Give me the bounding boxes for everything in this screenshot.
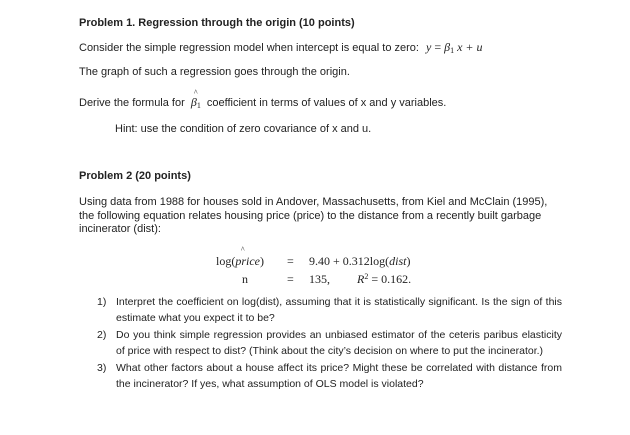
eq-price: price: [235, 254, 260, 268]
eq-price-hat: [235, 245, 260, 268]
derive-beta-hat: [190, 88, 201, 110]
equation-rhs: [309, 254, 410, 268]
model-equals: =: [434, 40, 442, 54]
derive-hat-mark: ^: [193, 88, 198, 97]
eq-dist: dist: [389, 254, 407, 268]
eq-close-paren: ): [260, 254, 264, 268]
equation-n-label: n: [242, 272, 248, 286]
problem1-hint: Hint: use the condition of zero covariance of x and u.: [115, 123, 372, 135]
equation-equals-1: =: [287, 254, 294, 268]
question-item-2: [97, 328, 562, 359]
question-number: 2): [97, 329, 107, 341]
derive-post: coefficient in terms of values of x and y variables.: [206, 97, 447, 109]
eq-r: R: [357, 272, 365, 286]
model-rhs: x + u: [457, 40, 483, 54]
question-text: What other factors about a house affect its price? Might these be correlated with distance from the incinerator? If yes, what assumption of OLS model is violated?: [116, 362, 562, 390]
question-item-3: [97, 361, 562, 392]
equation-lhs-log-price: [216, 245, 264, 268]
eq-r-value: = 0.162.: [371, 272, 412, 286]
problem2-intro: Using data from 1988 for houses sold in Andover, Massachusetts, from Kiel and McClain (1995), the following equation relates housing price (price) to the distance from a recently built garbage incinerator (dist):: [79, 196, 548, 235]
eq-rhs-coeffs: 9.40 + 0.312log(: [309, 254, 390, 268]
question-text: Interpret the coefficient on log(dist), assuming that it is statistically significant. Is the sign of this estimate what you expect it to be?: [116, 296, 562, 324]
eq-log: log(: [216, 254, 236, 268]
equation-equals-2: =: [287, 272, 294, 286]
problem1-intro: Consider the simple regression model when intercept is equal to zero:: [79, 42, 419, 54]
derive-beta-sub: 1: [196, 101, 201, 110]
problem2-title: Problem 2 (20 points): [79, 170, 191, 182]
question-text: Do you think simple regression provides an unbiased estimator of the ceteris paribus elasticity of price with respect to dist? (Think about the city’s decision on where to put the incinerator.): [116, 329, 562, 357]
equation-n-value: 135,: [309, 272, 330, 286]
eq-rhs-close: ): [406, 254, 411, 268]
model-beta: β: [444, 40, 451, 54]
problem1-graph-note: The graph of such a regression goes through the origin.: [79, 66, 350, 78]
problem2-questions: [97, 295, 562, 392]
question-number: 1): [97, 296, 107, 308]
problem1-title: Problem 1. Regression through the origin (10 points): [79, 17, 355, 29]
derive-pre: Derive the formula for: [79, 97, 185, 109]
question-item-1: [97, 295, 562, 326]
eq-hat-mark: ^: [240, 245, 245, 254]
equation-r-squared: [357, 272, 411, 288]
regression-model-formula: [426, 40, 483, 54]
derive-beta: β: [190, 95, 197, 109]
model-beta-sub: 1: [450, 46, 455, 55]
question-number: 3): [97, 362, 107, 374]
model-y: y: [426, 40, 432, 54]
problem1-intro-line: [79, 41, 483, 55]
problem1-derive-line: [79, 88, 447, 110]
eq-r-sup: 2: [364, 272, 369, 281]
